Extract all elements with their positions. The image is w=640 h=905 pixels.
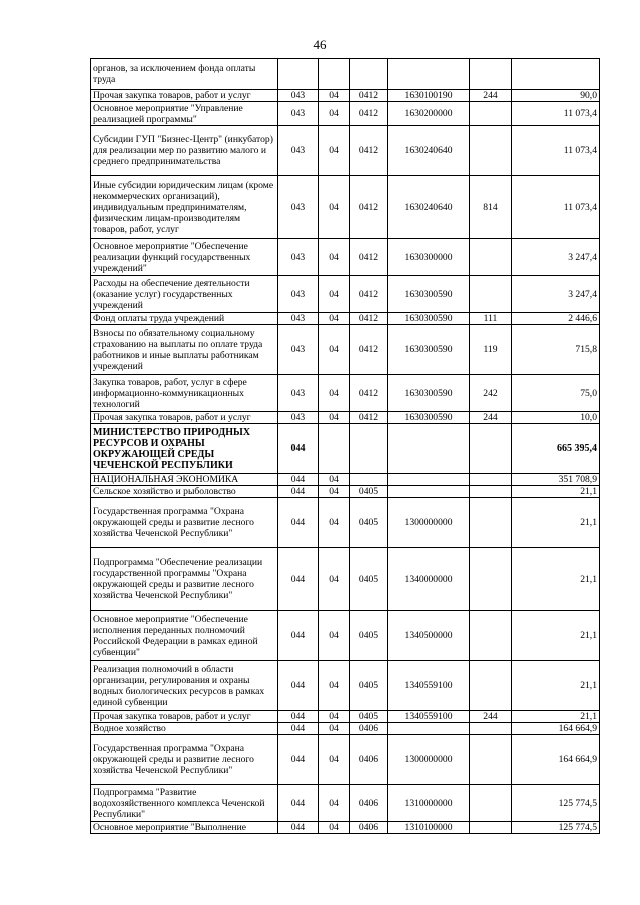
row-name-cell: Основное мероприятие "Обеспечение реализации функций государственных учреждений"	[91, 239, 278, 276]
row-section-cell	[319, 59, 350, 90]
row-target-article-cell: 1630100190	[388, 90, 470, 102]
row-subsection-cell: 0412	[350, 239, 388, 276]
row-expense-type-cell	[470, 611, 512, 661]
row-name-cell: Основное мероприятие "Обеспечение исполнения переданных полномочий Российской Федерации в рамках единой субвенции"	[91, 611, 278, 661]
row-section-cell	[319, 424, 350, 474]
row-target-article-cell: 1300000000	[388, 498, 470, 548]
row-name-cell: органов, за исключением фонда оплаты труда	[91, 59, 278, 90]
row-expense-type-cell	[470, 126, 512, 176]
row-target-article-cell: 1630300590	[388, 375, 470, 412]
row-expense-type-cell: 244	[470, 711, 512, 723]
row-subsection-cell: 0405	[350, 711, 388, 723]
row-target-article-cell: 1630300000	[388, 239, 470, 276]
row-subsection-cell	[350, 424, 388, 474]
row-amount-cell: 125 774,5	[512, 785, 600, 822]
row-target-article-cell: 1630300590	[388, 276, 470, 313]
row-amount-cell: 21,1	[512, 498, 600, 548]
row-grbs-cell: 043	[278, 126, 319, 176]
row-expense-type-cell	[470, 474, 512, 486]
row-amount-cell: 3 247,4	[512, 276, 600, 313]
row-amount-cell: 125 774,5	[512, 822, 600, 834]
row-grbs-cell: 044	[278, 486, 319, 498]
row-section-cell: 04	[319, 90, 350, 102]
row-name-cell: МИНИСТЕРСТВО ПРИРОДНЫХ РЕСУРСОВ И ОХРАНЫ ОКРУЖАЮЩЕЙ СРЕДЫ ЧЕЧЕНСКОЙ РЕСПУБЛИКИ	[91, 424, 278, 474]
row-subsection-cell: 0412	[350, 375, 388, 412]
table-row	[91, 90, 600, 102]
row-target-article-cell: 1630240640	[388, 176, 470, 239]
row-amount-cell: 21,1	[512, 548, 600, 611]
row-subsection-cell: 0405	[350, 661, 388, 711]
row-amount-cell: 715,8	[512, 325, 600, 375]
row-subsection-cell: 0406	[350, 723, 388, 735]
row-expense-type-cell	[470, 424, 512, 474]
row-name-cell: Прочая закупка товаров, работ и услуг	[91, 711, 278, 723]
row-expense-type-cell: 242	[470, 375, 512, 412]
row-amount-cell: 21,1	[512, 611, 600, 661]
row-grbs-cell: 043	[278, 375, 319, 412]
row-subsection-cell	[350, 474, 388, 486]
row-subsection-cell: 0406	[350, 822, 388, 834]
row-subsection-cell: 0405	[350, 486, 388, 498]
row-name-cell: Взносы по обязательному социальному страхованию на выплаты по оплате труда работников и иные выплаты работникам учреждений	[91, 325, 278, 375]
row-expense-type-cell	[470, 723, 512, 735]
row-grbs-cell: 044	[278, 611, 319, 661]
row-target-article-cell	[388, 486, 470, 498]
table-row	[91, 822, 600, 834]
table-row	[91, 239, 600, 276]
row-section-cell: 04	[319, 412, 350, 424]
row-amount-cell: 10,0	[512, 412, 600, 424]
row-section-cell: 04	[319, 723, 350, 735]
row-target-article-cell: 1630300590	[388, 325, 470, 375]
row-target-article-cell	[388, 424, 470, 474]
row-target-article-cell: 1340559100	[388, 661, 470, 711]
row-subsection-cell: 0412	[350, 176, 388, 239]
row-section-cell: 04	[319, 486, 350, 498]
row-subsection-cell: 0412	[350, 126, 388, 176]
row-grbs-cell: 043	[278, 176, 319, 239]
row-subsection-cell: 0405	[350, 548, 388, 611]
row-target-article-cell	[388, 474, 470, 486]
row-amount-cell: 3 247,4	[512, 239, 600, 276]
row-amount-cell: 2 446,6	[512, 313, 600, 325]
table-row	[91, 126, 600, 176]
table-row	[91, 313, 600, 325]
row-name-cell: Подпрограмма "Обеспечение реализации государственной программы "Охрана окружающей среды и развитие лесного хозяйства Чеченской Республики"	[91, 548, 278, 611]
row-subsection-cell: 0405	[350, 498, 388, 548]
row-name-cell: Государственная программа "Охрана окружающей среды и развитие лесного хозяйства Чеченской Республики"	[91, 498, 278, 548]
table-row	[91, 102, 600, 126]
row-target-article-cell	[388, 723, 470, 735]
row-amount-cell: 665 395,4	[512, 424, 600, 474]
row-grbs-cell: 043	[278, 102, 319, 126]
row-target-article-cell: 1340559100	[388, 711, 470, 723]
row-amount-cell: 11 073,4	[512, 126, 600, 176]
row-section-cell: 04	[319, 176, 350, 239]
row-target-article-cell: 1340500000	[388, 611, 470, 661]
row-expense-type-cell: 119	[470, 325, 512, 375]
row-subsection-cell: 0405	[350, 611, 388, 661]
row-name-cell: Подпрограмма "Развитие водохозяйственного комплекса Чеченской Республики"	[91, 785, 278, 822]
row-section-cell: 04	[319, 239, 350, 276]
row-target-article-cell: 1630200000	[388, 102, 470, 126]
row-section-cell: 04	[319, 711, 350, 723]
row-expense-type-cell	[470, 822, 512, 834]
table-row	[91, 424, 600, 474]
row-name-cell: Водное хозяйство	[91, 723, 278, 735]
row-subsection-cell: 0412	[350, 90, 388, 102]
row-grbs-cell: 043	[278, 276, 319, 313]
row-grbs-cell: 044	[278, 735, 319, 785]
row-target-article-cell: 1310100000	[388, 822, 470, 834]
table-row	[91, 498, 600, 548]
row-grbs-cell: 043	[278, 239, 319, 276]
row-name-cell: Субсидии ГУП "Бизнес-Центр" (инкубатор) для реализации мер по развитию малого и среднего предпринимательства	[91, 126, 278, 176]
row-grbs-cell	[278, 59, 319, 90]
row-section-cell: 04	[319, 313, 350, 325]
row-target-article-cell: 1630300590	[388, 412, 470, 424]
row-name-cell: Государственная программа "Охрана окружающей среды и развитие лесного хозяйства Чеченской Республики"	[91, 735, 278, 785]
table-row	[91, 276, 600, 313]
row-grbs-cell: 043	[278, 90, 319, 102]
table-row	[91, 325, 600, 375]
row-subsection-cell	[350, 59, 388, 90]
row-grbs-cell: 044	[278, 711, 319, 723]
table-row	[91, 412, 600, 424]
row-target-article-cell: 1630300590	[388, 313, 470, 325]
table-row	[91, 723, 600, 735]
row-name-cell: Иные субсидии юридическим лицам (кроме некоммерческих организаций), индивидуальным предпринимателям, физическим лицам-производителям товаров, работ, услуг	[91, 176, 278, 239]
row-grbs-cell: 044	[278, 661, 319, 711]
row-subsection-cell: 0406	[350, 785, 388, 822]
row-amount-cell: 11 073,4	[512, 176, 600, 239]
row-subsection-cell: 0412	[350, 276, 388, 313]
table-row	[91, 661, 600, 711]
row-section-cell: 04	[319, 661, 350, 711]
row-name-cell: НАЦИОНАЛЬНАЯ ЭКОНОМИКА	[91, 474, 278, 486]
row-section-cell: 04	[319, 276, 350, 313]
row-amount-cell: 21,1	[512, 486, 600, 498]
row-expense-type-cell: 244	[470, 90, 512, 102]
row-grbs-cell: 044	[278, 498, 319, 548]
row-name-cell: Прочая закупка товаров, работ и услуг	[91, 412, 278, 424]
row-expense-type-cell	[470, 735, 512, 785]
row-amount-cell	[512, 59, 600, 90]
row-amount-cell: 90,0	[512, 90, 600, 102]
row-name-cell: Реализация полномочий в области организации, регулирования и охраны водных биологических ресурсов в рамках единой субвенции	[91, 661, 278, 711]
row-amount-cell: 351 708,9	[512, 474, 600, 486]
row-target-article-cell: 1300000000	[388, 735, 470, 785]
row-amount-cell: 21,1	[512, 711, 600, 723]
row-section-cell: 04	[319, 375, 350, 412]
row-expense-type-cell	[470, 239, 512, 276]
row-expense-type-cell	[470, 498, 512, 548]
row-section-cell: 04	[319, 822, 350, 834]
row-expense-type-cell	[470, 785, 512, 822]
row-target-article-cell: 1340000000	[388, 548, 470, 611]
row-expense-type-cell	[470, 486, 512, 498]
row-section-cell: 04	[319, 498, 350, 548]
row-name-cell: Сельское хозяйство и рыболовство	[91, 486, 278, 498]
row-section-cell: 04	[319, 126, 350, 176]
row-grbs-cell: 043	[278, 325, 319, 375]
row-name-cell: Основное мероприятие "Выполнение	[91, 822, 278, 834]
row-section-cell: 04	[319, 548, 350, 611]
row-amount-cell: 164 664,9	[512, 735, 600, 785]
row-section-cell: 04	[319, 325, 350, 375]
row-grbs-cell: 043	[278, 313, 319, 325]
row-name-cell: Фонд оплаты труда учреждений	[91, 313, 278, 325]
table-row	[91, 785, 600, 822]
row-amount-cell: 75,0	[512, 375, 600, 412]
row-section-cell: 04	[319, 474, 350, 486]
table-row	[91, 735, 600, 785]
row-amount-cell: 11 073,4	[512, 102, 600, 126]
table-row	[91, 474, 600, 486]
table-row	[91, 176, 600, 239]
row-amount-cell: 21,1	[512, 661, 600, 711]
row-amount-cell: 164 664,9	[512, 723, 600, 735]
row-grbs-cell: 044	[278, 424, 319, 474]
row-section-cell: 04	[319, 611, 350, 661]
row-target-article-cell	[388, 59, 470, 90]
row-expense-type-cell	[470, 59, 512, 90]
row-name-cell: Закупка товаров, работ, услуг в сфере информационно-коммуникационных технологий	[91, 375, 278, 412]
row-name-cell: Расходы на обеспечение деятельности (оказание услуг) государственных учреждений	[91, 276, 278, 313]
row-subsection-cell: 0412	[350, 313, 388, 325]
row-section-cell: 04	[319, 102, 350, 126]
page-number: 46	[313, 37, 327, 52]
row-expense-type-cell	[470, 102, 512, 126]
row-section-cell: 04	[319, 785, 350, 822]
row-expense-type-cell: 111	[470, 313, 512, 325]
row-subsection-cell: 0412	[350, 412, 388, 424]
row-grbs-cell: 044	[278, 474, 319, 486]
budget-table-body	[91, 59, 600, 834]
row-grbs-cell: 043	[278, 412, 319, 424]
row-grbs-cell: 044	[278, 548, 319, 611]
row-subsection-cell: 0412	[350, 102, 388, 126]
table-row	[91, 611, 600, 661]
row-expense-type-cell: 814	[470, 176, 512, 239]
table-row	[91, 711, 600, 723]
table-row	[91, 548, 600, 611]
row-subsection-cell: 0406	[350, 735, 388, 785]
budget-table	[90, 58, 600, 834]
row-target-article-cell: 1310000000	[388, 785, 470, 822]
row-grbs-cell: 044	[278, 723, 319, 735]
row-name-cell: Основное мероприятие "Управление реализацией программы"	[91, 102, 278, 126]
table-row	[91, 375, 600, 412]
row-expense-type-cell	[470, 548, 512, 611]
row-target-article-cell: 1630240640	[388, 126, 470, 176]
row-grbs-cell: 044	[278, 822, 319, 834]
row-section-cell: 04	[319, 735, 350, 785]
row-name-cell: Прочая закупка товаров, работ и услуг	[91, 90, 278, 102]
table-row	[91, 486, 600, 498]
row-grbs-cell: 044	[278, 785, 319, 822]
row-subsection-cell: 0412	[350, 325, 388, 375]
table-row	[91, 59, 600, 90]
row-expense-type-cell: 244	[470, 412, 512, 424]
row-expense-type-cell	[470, 276, 512, 313]
row-expense-type-cell	[470, 661, 512, 711]
